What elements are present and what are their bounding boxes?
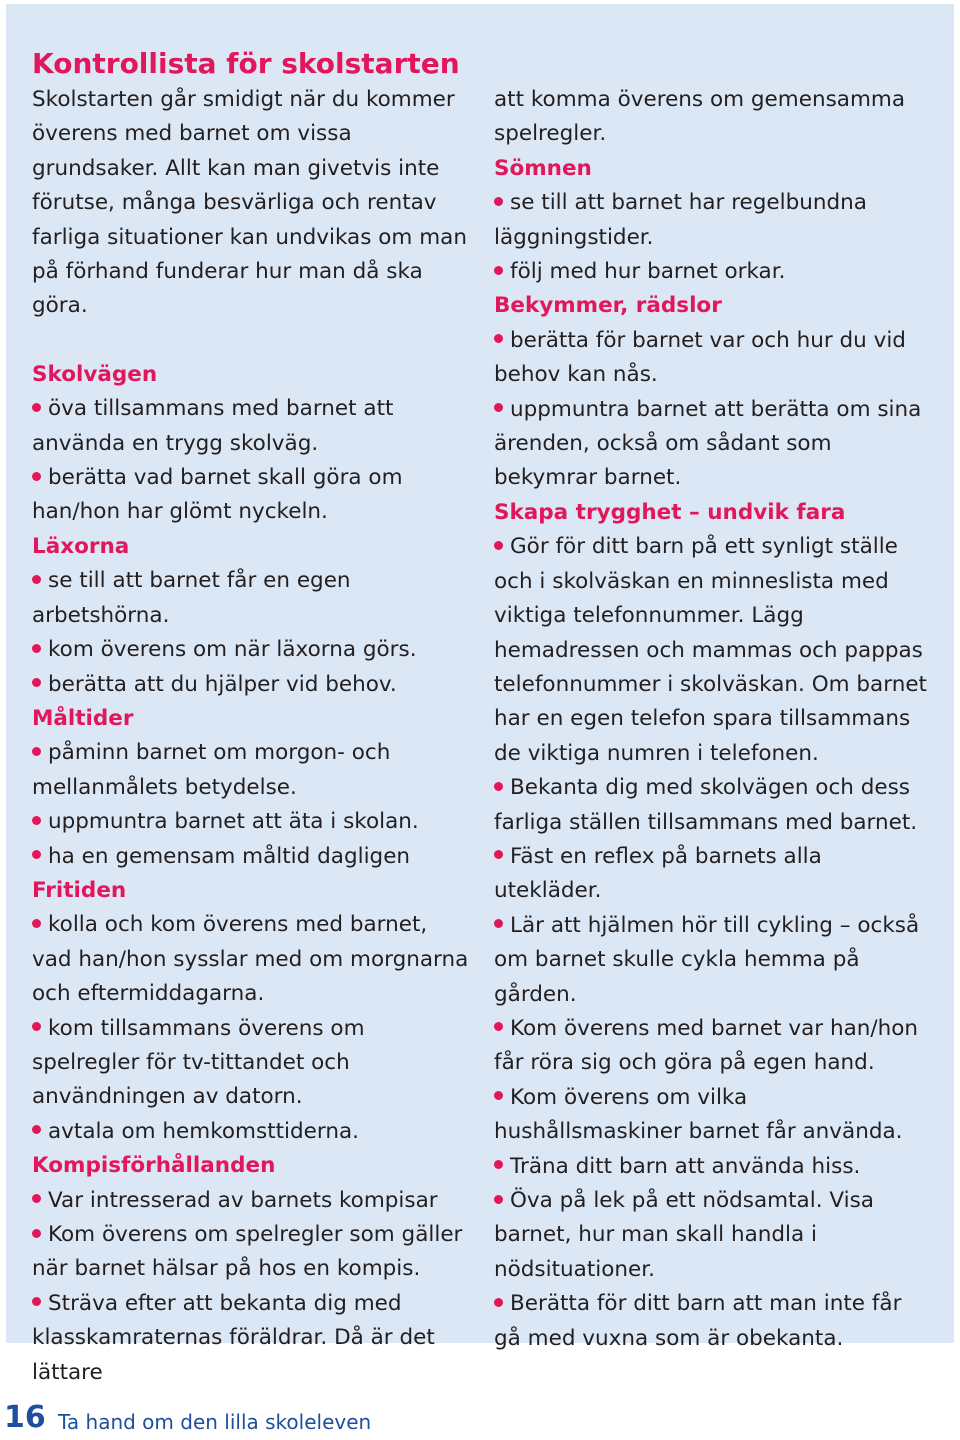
checklist-item [32,392,472,461]
checklist-item-text: Var intresserad av barnets kompisar [48,1187,438,1213]
checklist-item-text: Bekanta dig med skolvägen och dess farliga ställen tillsammans med barnet. [494,775,918,835]
intro-paragraph: Skolstarten går smidigt när du kommer överens med barnet om vissa grundsaker. Allt kan man givetvis inte förutse, många besvärliga och rentav farliga situationer kan undvikas om man på förhand funderar hur man då ska göra. [32,87,467,319]
bullet-icon [494,782,503,791]
bullet-icon [494,1195,503,1204]
section-heading: Bekymmer, rädslor [494,293,722,319]
bullet-icon [32,1125,41,1134]
checklist-item-text: uppmuntra barnet att äta i skolan. [48,809,419,835]
checklist-item-text: Sträva efter att bekanta dig med klasskamraternas föräldrar. Då är det lättare [32,1290,435,1385]
checklist-item [32,461,472,530]
section-heading: Måltider [32,705,134,731]
bullet-icon [32,1297,41,1306]
bullet-icon [494,334,503,343]
section-heading: Skapa trygghet – undvik fara [494,499,846,525]
page-number: 16 [4,1400,46,1435]
checklist-item [494,1184,934,1287]
checklist-item-text: Kom överens om vilka hushållsmaskiner barnet får använda. [494,1084,903,1145]
bullet-icon [494,197,503,206]
bullet-icon [32,678,41,687]
checklist-item [494,186,934,255]
checklist-item-text: kolla och kom överens med barnet, vad han/hon sysslar med om morgnarna och eftermiddagarna. [32,912,469,1007]
checklist-item-text: påminn barnet om morgon- och mellanmålets betydelse. [32,740,391,800]
checklist-item [32,1012,472,1115]
bullet-icon [32,747,41,756]
checklist-item [494,840,934,909]
bullet-icon [32,816,41,825]
bullet-icon [494,850,503,859]
checklist-item-text: avtala om hemkomsttiderna. [48,1118,360,1144]
checklist-item-text: berätta för barnet var och hur du vid behov kan nås. [494,327,906,388]
checklist-item [494,1287,934,1356]
right-column [494,83,934,1356]
bullet-icon [494,403,503,412]
section-heading: Skolvägen [32,361,158,387]
checklist-item-text: Kom överens med barnet var han/hon får röra sig och göra på egen hand. [494,1015,919,1076]
bullet-icon [494,1160,503,1169]
right-sections [494,152,934,1356]
bullet-icon [494,1022,503,1031]
continuation-text: att komma överens om gemensamma spelregler. [494,87,906,147]
checklist-item-text: ha en gemensam måltid dagligen [48,843,411,869]
checklist-item-text: se till att barnet har regelbundna läggningstider. [494,190,867,250]
checklist-item-text: kom överens om när läxorna görs. [48,637,417,663]
bullet-icon [32,472,41,481]
bullet-icon [494,541,503,550]
checklist-item [32,1184,472,1218]
checklist-item [32,633,472,667]
checklist-item [32,840,472,874]
bullet-icon [32,644,41,653]
checklist-item-text: Fäst en reflex på barnets alla utekläder. [494,843,822,904]
bullet-icon [32,575,41,584]
bullet-icon [32,1229,41,1238]
bullet-icon [32,919,41,928]
checklist-item [494,530,934,771]
section-heading: Sömnen [494,155,592,181]
checklist-item-text: se till att barnet får en egen arbetshörna. [32,568,351,628]
checklist-item [32,908,472,1011]
checklist-item [32,1115,472,1149]
checklist-item-text: uppmuntra barnet att berätta om sina ärenden, också om sådant som bekymrar barnet. [494,396,922,491]
bullet-icon [32,850,41,859]
checklist-item-text: berätta vad barnet skall göra om han/hon har glömt nyckeln. [32,465,403,525]
checklist-item [32,668,472,702]
checklist-item [32,805,472,839]
checklist-item [32,1218,472,1287]
publication-title: Ta hand om den lilla skoleleven [58,1410,372,1434]
checklist-item-text: Träna ditt barn att använda hiss. [510,1153,861,1179]
page-title: Kontrollista för skolstarten [32,47,460,80]
checklist-item [32,736,472,805]
section-heading: Kompisförhållanden [32,1153,276,1179]
checklist-item-text: öva tillsammans med barnet att använda en trygg skolväg. [32,396,394,456]
bullet-icon [32,1022,41,1031]
checklist-item [494,255,934,289]
checklist-item-text: Gör för ditt barn på ett synligt ställe och i skolväskan en minneslista med viktiga telefonnummer. Lägg hemadressen och mammas och pappas telefonnummer i skolväskan. Om barnet har en egen telefon spara tillsammans de viktiga numren i telefonen. [494,534,927,766]
checklist-item-text: följ med hur barnet orkar. [510,259,786,285]
checklist-item [32,564,472,633]
section-heading: Fritiden [32,877,127,903]
section-heading: Läxorna [32,533,130,559]
checklist-item [494,1012,934,1081]
bullet-icon [494,1298,503,1307]
bullet-icon [494,1091,503,1100]
bullet-icon [32,403,41,412]
checklist-item [494,1150,934,1184]
checklist-item-text: Berätta för ditt barn att man inte får gå med vuxna som är obekanta. [494,1291,902,1351]
checklist-item [494,324,934,393]
bullet-icon [32,1194,41,1203]
checklist-item [494,909,934,1012]
bullet-icon [494,266,503,275]
left-column [32,46,472,1390]
checklist-item-text: Lär att hjälmen hör till cykling – också om barnet skulle cykla hemma på gården. [494,912,920,1007]
checklist-item [494,771,934,840]
checklist-item [32,1287,472,1390]
checklist-item [494,1081,934,1150]
left-sections [32,358,472,1390]
bullet-icon [494,919,503,928]
checklist-item-text: kom tillsammans överens om spelregler för tv-tittandet och användningen av datorn. [32,1015,365,1110]
checklist-item [494,393,934,496]
checklist-item-text: Öva på lek på ett nödsamtal. Visa barnet, hur man skall handla i nödsituationer. [494,1188,874,1282]
checklist-item-text: Kom överens om spelregler som gäller när barnet hälsar på hos en kompis. [32,1222,463,1282]
checklist-item-text: berätta att du hjälper vid behov. [48,671,397,697]
